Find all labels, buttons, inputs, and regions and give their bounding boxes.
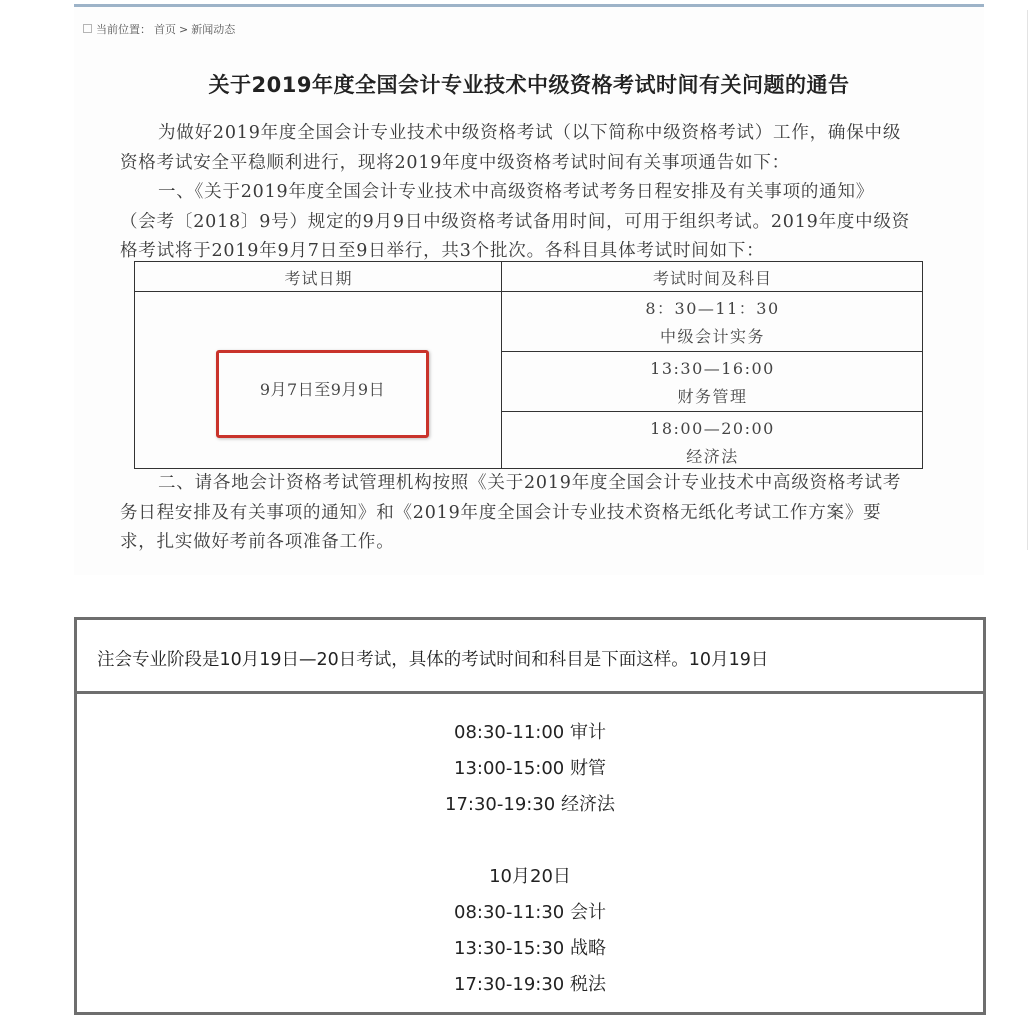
table-header-row xyxy=(135,262,922,292)
breadcrumb-icon xyxy=(83,24,92,33)
paragraph-line: 二、请各地会计资格考试管理机构按照《关于2019年度全国会计专业技术中高级资格考试考 xyxy=(158,473,902,493)
table-row xyxy=(502,292,923,352)
notice-title: 关于2019年度全国会计专业技术中级资格考试时间有关问题的通告 xyxy=(208,73,850,97)
paragraph-line: 一、《关于2019年度全国会计专业技术中高级资格考试考务日程安排及有关事项的通知》 xyxy=(158,182,875,202)
notice-paragraph-1 xyxy=(120,119,940,178)
cpa-session: 13:30-15:30 战略 xyxy=(454,938,606,959)
breadcrumb-prefix: 当前位置： xyxy=(96,23,151,36)
breadcrumb xyxy=(96,21,238,37)
table-row xyxy=(502,352,923,412)
cpa-session: 13:00-15:00 财管 xyxy=(454,758,606,779)
exam-date: 9月7日至9月9日 xyxy=(259,380,386,399)
header-exam-date: 考试日期 xyxy=(284,269,353,288)
paragraph-line: 资格考试安全平稳顺利进行，现将2019年度中级资格考试时间有关事项通告如下： xyxy=(120,152,790,173)
cpa-schedule-table xyxy=(74,617,986,1015)
cpa-session: 08:30-11:00 审计 xyxy=(454,722,606,743)
header-exam-time-subject: 考试时间及科目 xyxy=(652,269,772,288)
scrollbar-track[interactable] xyxy=(1027,10,1034,550)
cpa-table-header xyxy=(77,620,983,694)
paragraph-line: 务日程安排及有关事项的通知》和《2019年度全国会计专业技术资格无纸化考试工作方案》要 xyxy=(120,502,882,523)
notice-image xyxy=(74,4,984,575)
cpa-session: 17:30-19:30 税法 xyxy=(454,974,606,995)
cpa-session: 17:30-19:30 经济法 xyxy=(445,794,615,815)
breadcrumb-home-link[interactable]: 首页 xyxy=(154,23,176,36)
table-row xyxy=(502,412,923,471)
cpa-day2-label: 10月20日 xyxy=(489,866,571,887)
paragraph-line: 格考试将于2019年9月7日至9日举行，共3个批次。各科目具体考试时间如下： xyxy=(120,241,765,261)
cpa-session: 08:30-11:30 会计 xyxy=(454,902,606,923)
cpa-header-text: 注会专业阶段是10月19日—20日考试，具体的考试时间和科目是下面这样。10月19日 xyxy=(97,650,769,670)
session-time: 18:00—20:00 xyxy=(650,419,775,438)
notice-paragraph-2 xyxy=(120,178,940,267)
paragraph-line: 为做好2019年度全国会计专业技术中级资格考试（以下简称中级资格考试）工作，确保中级 xyxy=(158,123,902,143)
exam-date-highlight-box xyxy=(216,350,429,438)
session-time: 8：30—11：30 xyxy=(645,299,780,318)
breadcrumb-current: 新闻动态 xyxy=(191,23,236,36)
paragraph-line: （会考〔2018〕9号）规定的9月9日中级资格考试备用时间，可用于组织考试。2019年度中级资 xyxy=(120,211,911,232)
session-subject: 中级会计实务 xyxy=(659,327,765,346)
notice-paragraph-3 xyxy=(120,469,940,558)
session-time: 13:30—16:00 xyxy=(650,359,775,378)
session-subject: 经济法 xyxy=(686,447,739,466)
paragraph-line: 求，扎实做好考前各项准备工作。 xyxy=(120,532,395,552)
exam-schedule-table xyxy=(134,261,923,469)
breadcrumb-separator: > xyxy=(179,23,189,36)
session-subject: 财务管理 xyxy=(677,387,748,406)
